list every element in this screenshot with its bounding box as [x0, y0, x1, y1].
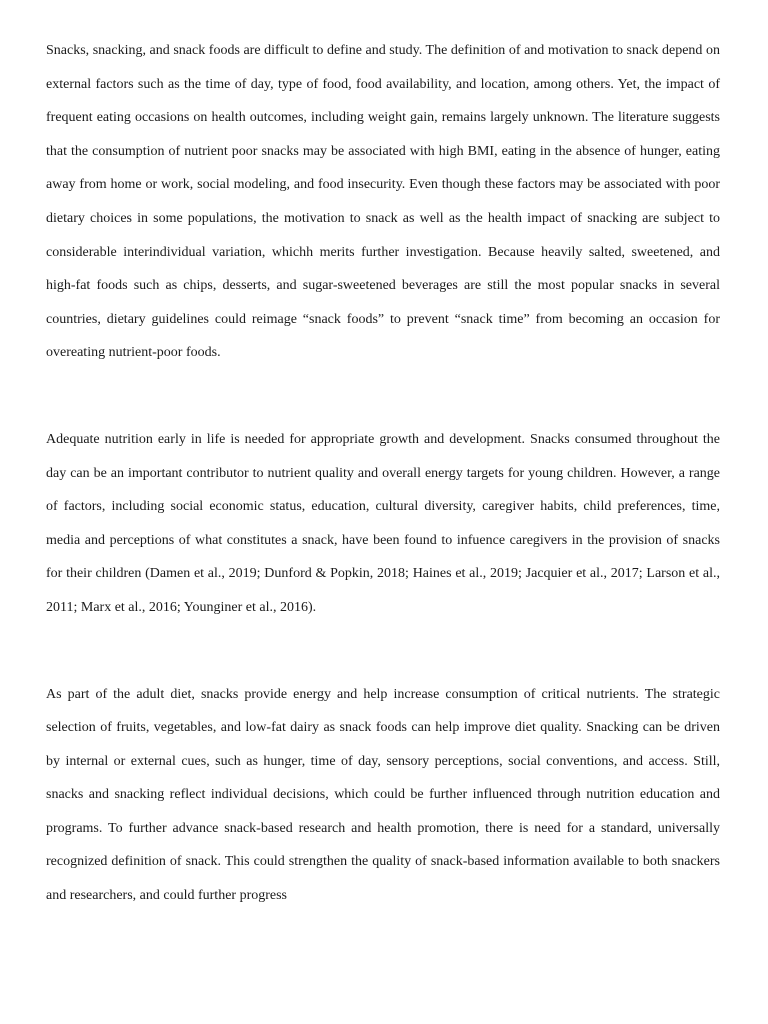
paragraph-early-life-nutrition: Adequate nutrition early in life is needed for appropriate growth and development. Snacks consumed throughout the day can be an important contributor to nutrient quality and overall energy targets for young children. However, a range of factors, including social economic status, education, cultural diversity, caregiver habits, child preferences, time, media and perceptions of what constitutes a snack, have been found to infuence caregivers in the provision of snacks for their children (Damen et al., 2019; Dunford & Popkin, 2018; Haines et al., 2019; Jacquier et al., 2017; Larson et al., 2011; Marx et al., 2016; Younginer et al., 2016). — [46, 431, 720, 615]
paragraph-spacer — [46, 625, 720, 678]
paragraph-spacer — [46, 370, 720, 423]
document-page — [46, 34, 720, 913]
paragraph-snack-definition: Snacks, snacking, and snack foods are difficult to define and study. The definition of and motivation to snack depend on external factors such as the time of day, type of food, food availability, and location, among others. Yet, the impact of frequent eating occasions on health outcomes, including weight gain, remains largely unknown. The literature suggests that the consumption of nutrient poor snacks may be associated with high BMI, eating in the absence of hunger, eating away from home or work, social modeling, and food insecurity. Even though these factors may be associated with poor dietary choices in some populations, the motivation to snack as well as the health impact of snacking are subject to considerable interindividual variation, whichh merits further investigation. Because heavily salted, sweetened, and high-fat foods such as chips, desserts, and sugar-sweetened beverages are still the most popular snacks in several countries, dietary guidelines could reimage “snack foods” to prevent “snack time” from becoming an occasion for overeating nutrient-poor foods. — [46, 43, 720, 361]
paragraph-adult-diet: As part of the adult diet, snacks provide energy and help increase consumption of critical nutrients. The strategic selection of fruits, vegetables, and low-fat dairy as snack foods can help improve diet quality. Snacking can be driven by internal or external cues, such as hunger, time of day, sensory perceptions, social conventions, and access. Still, snacks and snacking reflect individual decisions, which could be further influenced through nutrition education and programs. To further advance snack-based research and health promotion, there is need for a standard, universally recognized definition of snack. This could strengthen the quality of snack-based information available to both snackers and researchers, and could further progress — [46, 686, 720, 904]
